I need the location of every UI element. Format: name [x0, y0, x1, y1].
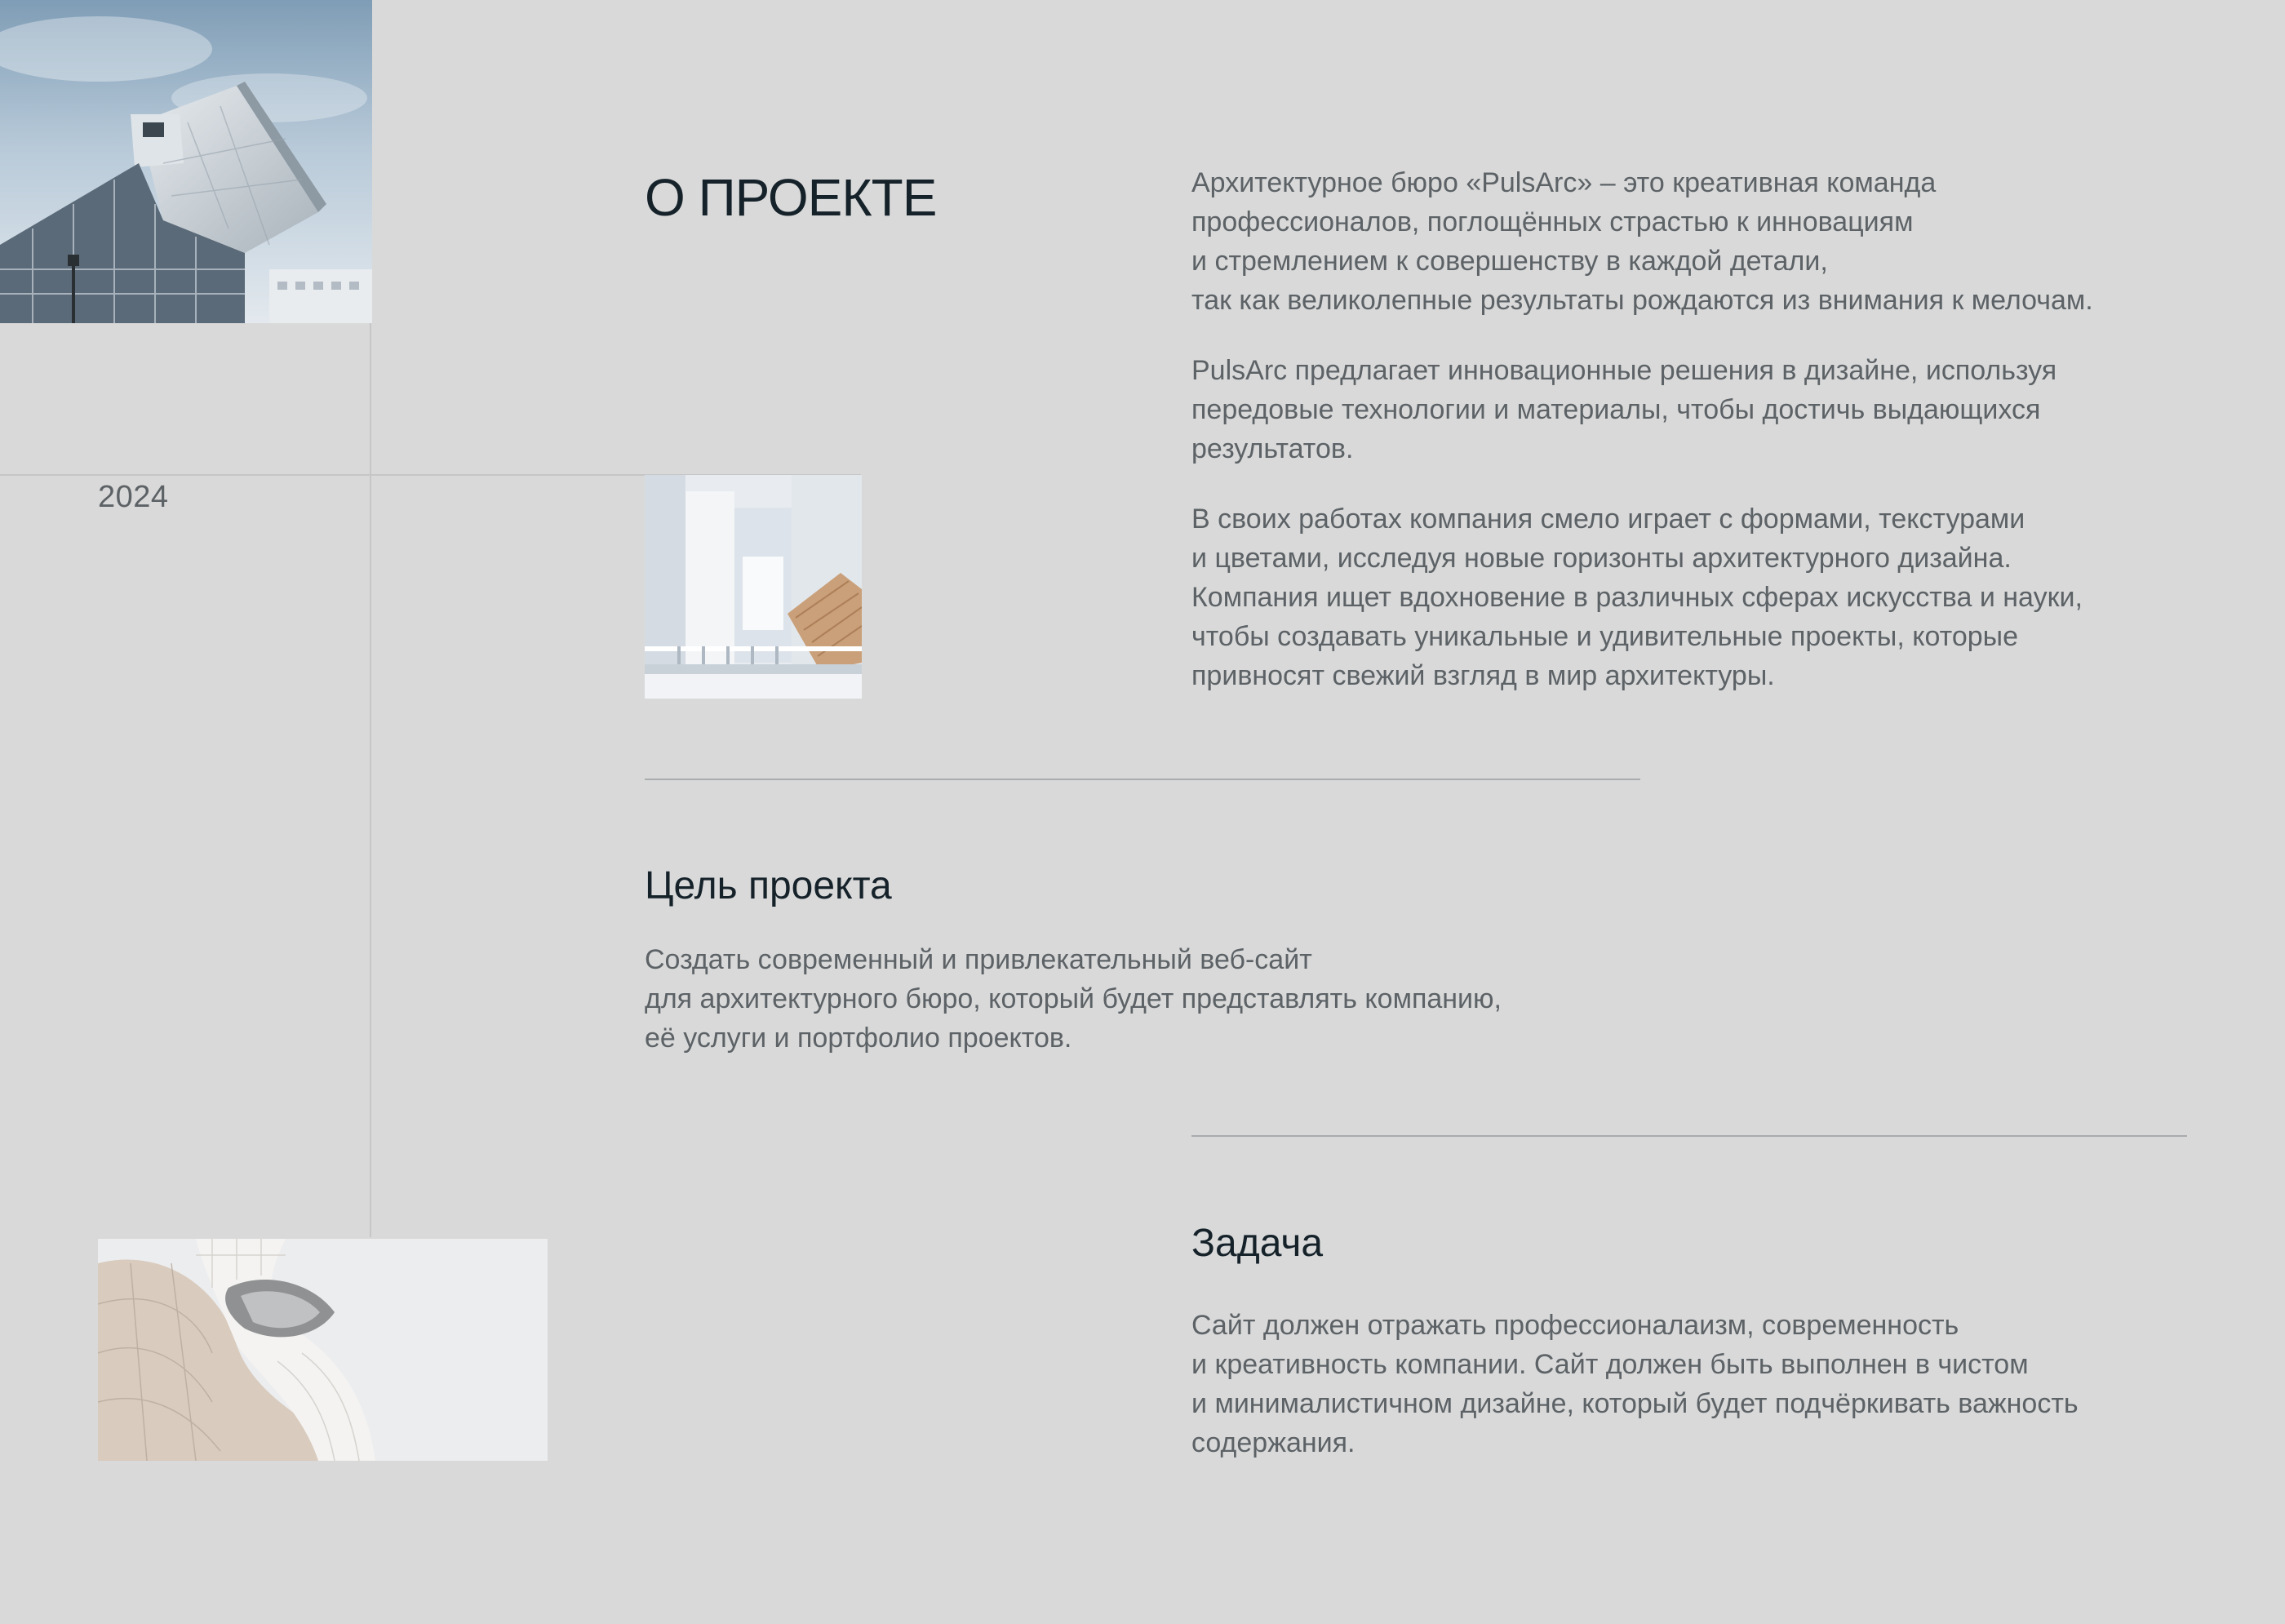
goal-title: Цель проекта — [645, 864, 892, 907]
section-divider — [1191, 1135, 2187, 1137]
interior-photo — [645, 475, 862, 699]
goal-text: Создать современный и привлекательный веб-сайт для архитектурного бюро, который будет представлять компанию, её услуги и портфолио проектов. — [645, 944, 1502, 1054]
page-title: О ПРОЕКТЕ — [645, 168, 937, 227]
task-title: Задача — [1191, 1222, 1324, 1265]
task-text: Сайт должен отражать профессионалаизм, современность и креативность компании. Сайт должен быть выполнен в чистом и минималистичном дизайне, который будет подчёркивать важность содержания. — [1191, 1310, 2079, 1458]
curved-facade-photo — [98, 1239, 548, 1461]
about-paragraph: В своих работах компания смело играет с формами, текстурами и цветами, исследуя новые горизонты архитектурного дизайна. Компания ищет вдохновение в различных сферах искусства и науки, чтобы создавать уникальные и удивительные проекты, которые привносят свежий взгляд в мир архитектуры. — [1191, 504, 2083, 691]
about-paragraph: PulsArc предлагает инновационные решения в дизайне, используя передовые технологии и материалы, чтобы достичь выдающихся результатов. — [1191, 355, 2057, 464]
section-divider — [645, 779, 1640, 780]
about-text — [1191, 163, 2195, 726]
about-paragraph: Архитектурное бюро «PulsArc» – это креативная команда профессионалов, поглощённых страстью к инновациям и стремлением к совершенству в каждой детали, так как великолепные результаты рождаются из внимания к мелочам. — [1191, 167, 2093, 316]
building-photo-top — [0, 0, 372, 323]
project-year: 2024 — [98, 480, 169, 514]
